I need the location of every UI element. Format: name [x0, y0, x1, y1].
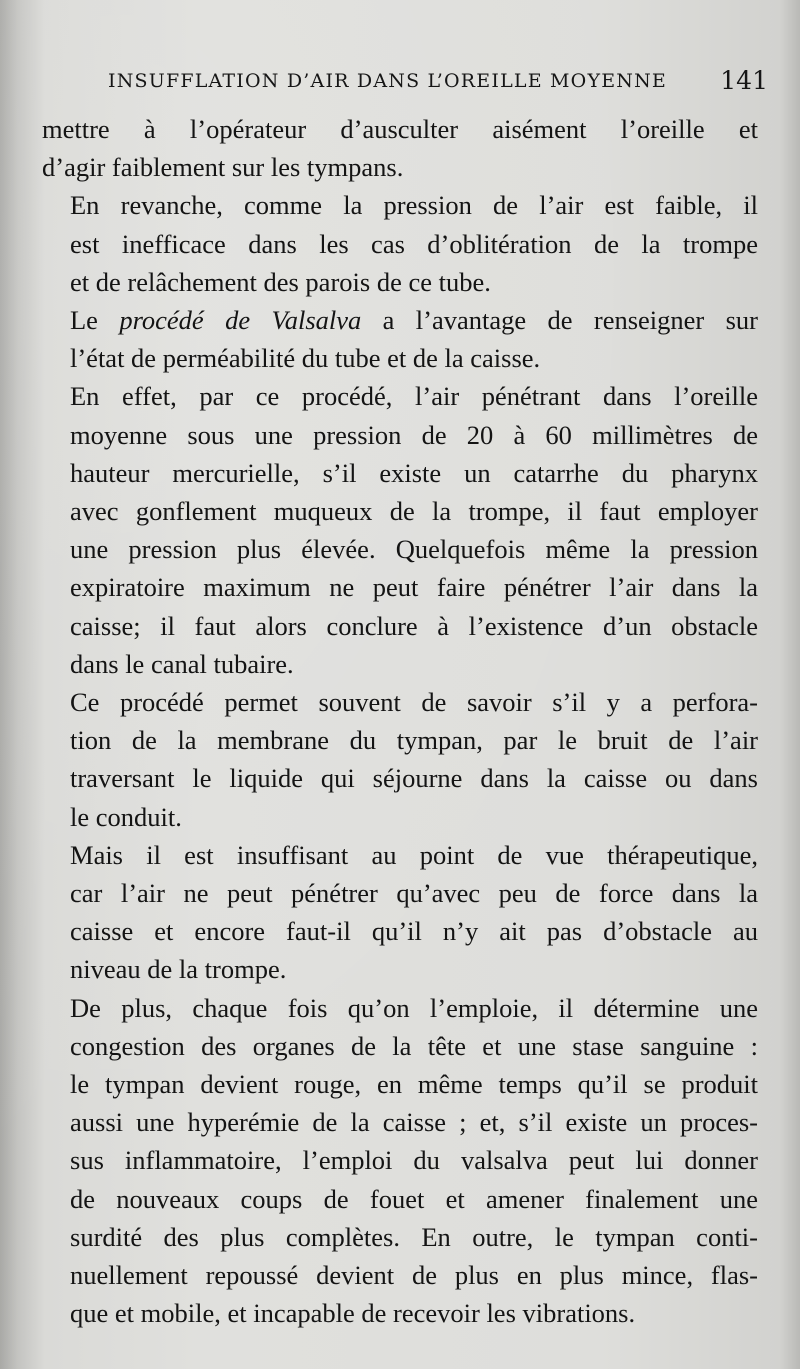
- text-line: est inefficace dans les cas d’oblitération de la trompe: [70, 228, 758, 259]
- text-line: De plus, chaque fois qu’on l’emploie, il détermine une: [70, 992, 758, 1023]
- text-line: caisse et encore faut-il qu’il n’y ait pas d’obstacle au: [70, 916, 758, 947]
- text-line: le tympan devient rouge, en même temps qu’il se produit: [70, 1069, 758, 1100]
- text-line: dans le canal tubaire.: [70, 648, 294, 679]
- body-text: [42, 110, 758, 1333]
- paragraph-3: [42, 301, 758, 377]
- text-line: Ce procédé permet souvent de savoir s’il y a perfora-: [70, 687, 758, 718]
- text-line: d’agir faiblement sur les tympans.: [42, 152, 404, 183]
- text-line: le conduit.: [70, 801, 182, 832]
- text-line: car l’air ne peut pénétrer qu’avec peu de force dans la: [70, 878, 758, 909]
- text-line: nuellement repoussé devient de plus en plus mince, flas-: [70, 1260, 758, 1291]
- text-line: avec gonflement muqueux de la trompe, il faut employer: [70, 496, 758, 527]
- text-line: mettre à l’opérateur d’ausculter aisément l’oreille et: [42, 114, 758, 144]
- line-suffix: a l’avantage de renseigner sur: [361, 305, 758, 336]
- paragraph-6: [42, 836, 758, 989]
- text-line: tion de la membrane du tympan, par le bruit de l’air: [70, 725, 758, 756]
- text-line: une pression plus élevée. Quelquefois même la pression: [70, 534, 758, 565]
- page-header: [108, 66, 768, 100]
- text-line: surdité des plus complètes. En outre, le tympan conti-: [70, 1221, 758, 1252]
- emphasized-term: procédé de Valsalva: [119, 305, 362, 336]
- text-line: aussi une hyperémie de la caisse ; et, s’il existe un proces-: [70, 1107, 758, 1138]
- text-line: l’état de perméabilité du tube et de la caisse.: [70, 343, 541, 374]
- text-line: traversant le liquide qui séjourne dans la caisse ou dans: [70, 763, 758, 794]
- page-number: 141: [720, 66, 768, 95]
- text-line: congestion des organes de la tête et une stase sanguine :: [70, 1030, 758, 1061]
- paragraph-1: [42, 110, 758, 186]
- paragraph-2: [42, 186, 758, 301]
- running-title: INSUFFLATION D’AIR DANS L’OREILLE MOYENNE: [108, 70, 667, 92]
- text-line: sus inflammatoire, l’emploi du valsalva peut lui donner: [70, 1145, 758, 1176]
- text-line: de nouveaux coups de fouet et amener finalement une: [70, 1183, 758, 1214]
- paragraph-5: [42, 683, 758, 836]
- line-prefix: Le: [70, 305, 120, 336]
- text-line: que et mobile, et incapable de recevoir les vibrations.: [70, 1298, 636, 1329]
- text-line: moyenne sous une pression de 20 à 60 millimètres de: [70, 419, 758, 450]
- text-line: niveau de la trompe.: [70, 954, 287, 985]
- text-line: En effet, par ce procédé, l’air pénétrant dans l’oreille: [70, 381, 758, 412]
- text-line: En revanche, comme la pression de l’air est faible, il: [70, 190, 758, 221]
- text-line: et de relâchement des parois de ce tube.: [70, 266, 491, 297]
- text-line-with-emphasis: [42, 301, 758, 339]
- text-line: Mais il est insuffisant au point de vue thérapeutique,: [70, 839, 758, 870]
- text-line: caisse; il faut alors conclure à l’existence d’un obstacle: [70, 610, 758, 641]
- text-line: expiratoire maximum ne peut faire pénétrer l’air dans la: [70, 572, 758, 603]
- paragraph-7: [42, 989, 758, 1333]
- paragraph-4: [42, 377, 758, 683]
- text-line: hauteur mercurielle, s’il existe un catarrhe du pharynx: [70, 457, 758, 488]
